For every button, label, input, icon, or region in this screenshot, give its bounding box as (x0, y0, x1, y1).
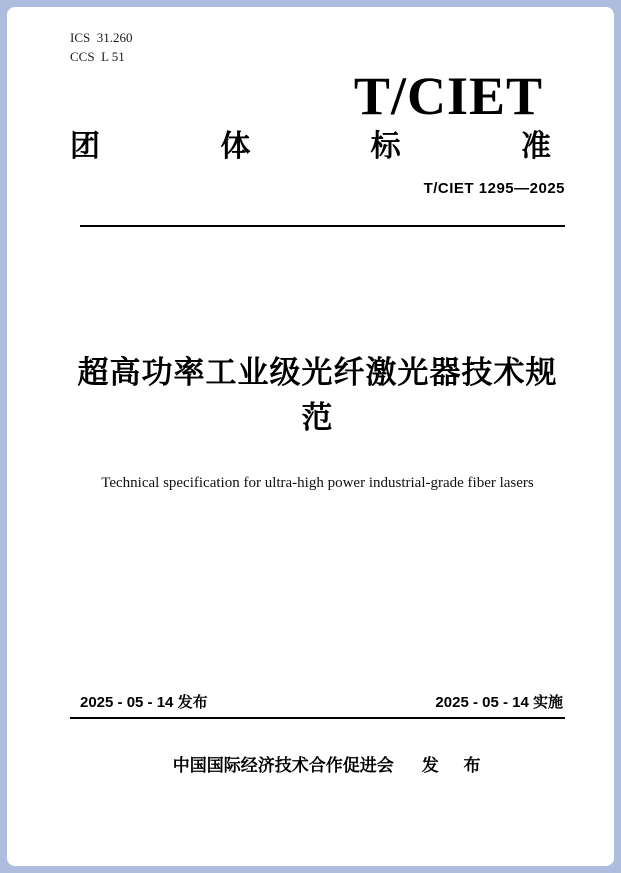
issue-date: 2025 - 05 - 14 发布 (80, 694, 208, 711)
publish-label: 发 布 (421, 756, 491, 775)
standard-number: T/CIET 1295—2025 (423, 180, 565, 198)
implement-date: 2025 - 05 - 14 实施 (435, 694, 563, 711)
publisher-row (70, 731, 565, 796)
blank-space (70, 492, 565, 691)
standard-cover-page (7, 7, 614, 866)
classification-codes (70, 29, 565, 67)
standard-type-row (70, 131, 565, 163)
standard-type-char-4: 准 (520, 129, 551, 163)
document-title-english: Technical specification for ultra-high power industrial-grade fiber lasers (101, 475, 534, 492)
standard-type-char-3: 标 (370, 129, 401, 163)
standard-type-char-2: 体 (220, 129, 251, 163)
header-divider (80, 225, 565, 227)
document-title-chinese: 超高功率工业级光纤激光器技术规范 (77, 355, 558, 436)
standard-type-char-1: 团 (70, 129, 100, 163)
dates-row (70, 691, 565, 719)
ics-code: ICS 31.260 (70, 30, 133, 45)
publisher-name: 中国国际经济技术合作促进会 (172, 756, 394, 775)
ccs-code: CCS L 51 (70, 48, 125, 64)
organization-acronym: T/CIET (353, 65, 543, 126)
